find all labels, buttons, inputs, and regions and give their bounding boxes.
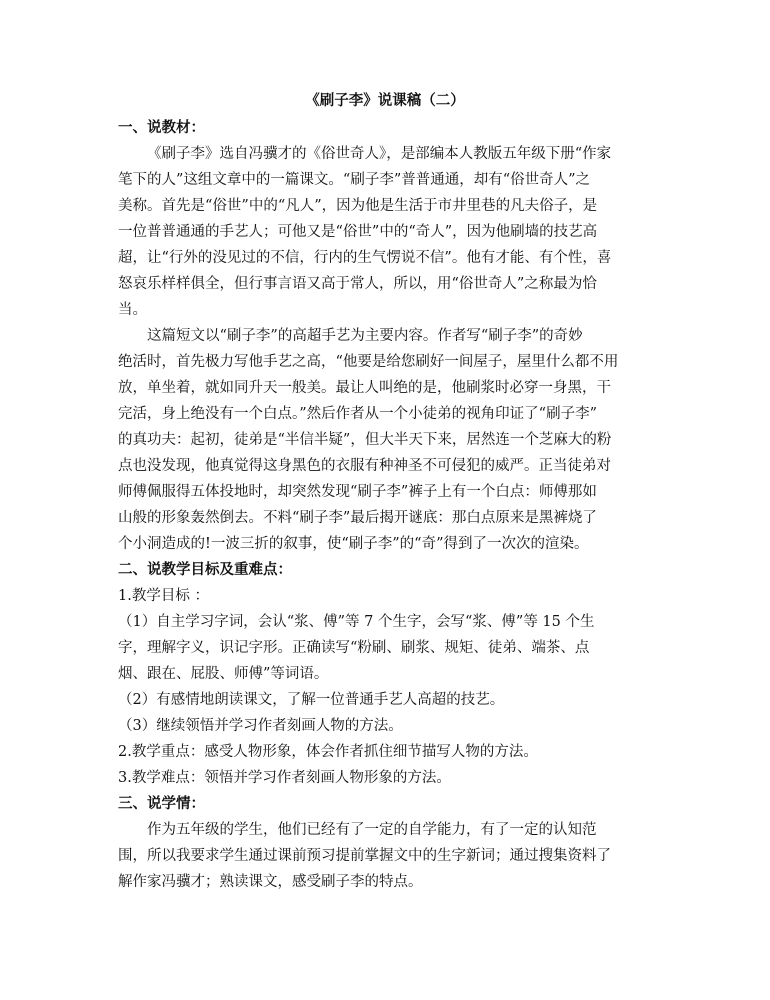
- document-title: 《刷子李》说课稿（二）: [305, 92, 465, 109]
- section-2-heading: 二、说教学目标及重难点：: [118, 561, 292, 578]
- paragraph-line: 作为五年级的学生，他们已经有了一定的自学能力，有了一定的认知范: [147, 822, 597, 838]
- paragraph-line: 的真功夫：起初，徒弟是“半信半疑”，但大半天下来，居然连一个芝麻大的粉: [118, 432, 612, 448]
- goal-line: 字，理解字义，识记字形。正确读写“粉刷、刷浆、规矩、徒弟、端茶、点: [118, 640, 590, 656]
- goal-line: （1）自主学习字词，会认“浆、傅”等 7 个生字，会写“浆、傅”等 15 个生: [118, 614, 595, 630]
- teaching-difficulty: 3.教学难点：领悟并学习作者刻画人物形象的方法。: [118, 770, 451, 786]
- paragraph-line: 点也没发现，他真觉得这身黑色的衣服有种神圣不可侵犯的威严。正当徒弟对: [118, 458, 611, 474]
- paragraph-line: 完活，身上绝没有一个白点。”然后作者从一个小徒弟的视角印证了“刷子李”: [118, 406, 597, 422]
- paragraph-line: 解作家冯骥才；熟读课文，感受刷子李的特点。: [118, 874, 423, 890]
- paragraph-line: 美称。首先是“俗世”中的“凡人”，因为他是生活于市井里巷的凡夫俗子，是: [118, 198, 598, 214]
- goal-1: [118, 609, 658, 687]
- paragraph-line: 山般的形象轰然倒去。不料“刷子李”最后揭开谜底：那白点原来是黑裤烧了: [118, 510, 597, 526]
- section-1-paragraph-1: [118, 141, 658, 323]
- section-3-paragraph: [118, 817, 658, 895]
- paragraph-line: 笔下的人”这组文章中的一篇课文。“刷子李”普普通通，却有“俗世奇人”之: [118, 172, 591, 188]
- paragraph-line: 当。: [118, 302, 147, 318]
- paragraph-line: 个小洞造成的!一波三折的叙事，使“刷子李”的“奇”得到了一次次的渲染。: [118, 536, 589, 552]
- teaching-goals-label: 1.教学目标 ：: [118, 588, 209, 604]
- paragraph-line: 师傅佩服得五体投地时，却突然发现“刷子李”裤子上有一个白点：师傅那如: [118, 484, 597, 500]
- paragraph-line: 绝活时，首先极力写他手艺之高，“他要是给您刷好一间屋子，屋里什么都不用: [118, 354, 619, 370]
- paragraph-line: 超，让“行外的没见过的不信，行内的生气愣说不信”。他有才能、有个性，喜: [118, 250, 612, 266]
- paragraph-line: 这篇短文以“刷子李”的高超手艺为主要内容。作者写“刷子李”的奇妙: [147, 328, 583, 344]
- goal-line: 烟、跟在、屁股、师傅”等词语。: [118, 666, 329, 682]
- document-body: [118, 115, 658, 895]
- teaching-key-point: 2.教学重点：感受人物形象，体会作者抓住细节描写人物的方法。: [118, 744, 538, 760]
- paragraph-line: 《刷子李》选自冯骥才的《俗世奇人》，是部编本人教版五年级下册“作家: [147, 146, 612, 162]
- section-3-heading: 三、说学情：: [118, 795, 205, 812]
- paragraph-line: 围，所以我要求学生通过课前预习提前掌握文中的生字新词；通过搜集资料了: [118, 848, 611, 864]
- goal-2: （2）有感情地朗读课文，了解一位普通手艺人高超的技艺。: [118, 692, 505, 708]
- section-1-paragraph-2: [118, 323, 658, 557]
- goal-3: （3）继续领悟并学习作者刻画人物的方法。: [118, 718, 403, 734]
- section-1-heading: 一、说教材：: [118, 119, 205, 136]
- paragraph-line: 一位普普通通的手艺人；可他又是“俗世”中的“奇人”，因为他刷墙的技艺高: [118, 224, 598, 240]
- paragraph-line: 怒哀乐样样俱全，但行事言语又高于常人，所以，用“俗世奇人”之称最为恰: [118, 276, 597, 292]
- paragraph-line: 放，单坐着，就如同升天一般美。最让人叫绝的是，他刷浆时必穿一身黑，干: [118, 380, 611, 396]
